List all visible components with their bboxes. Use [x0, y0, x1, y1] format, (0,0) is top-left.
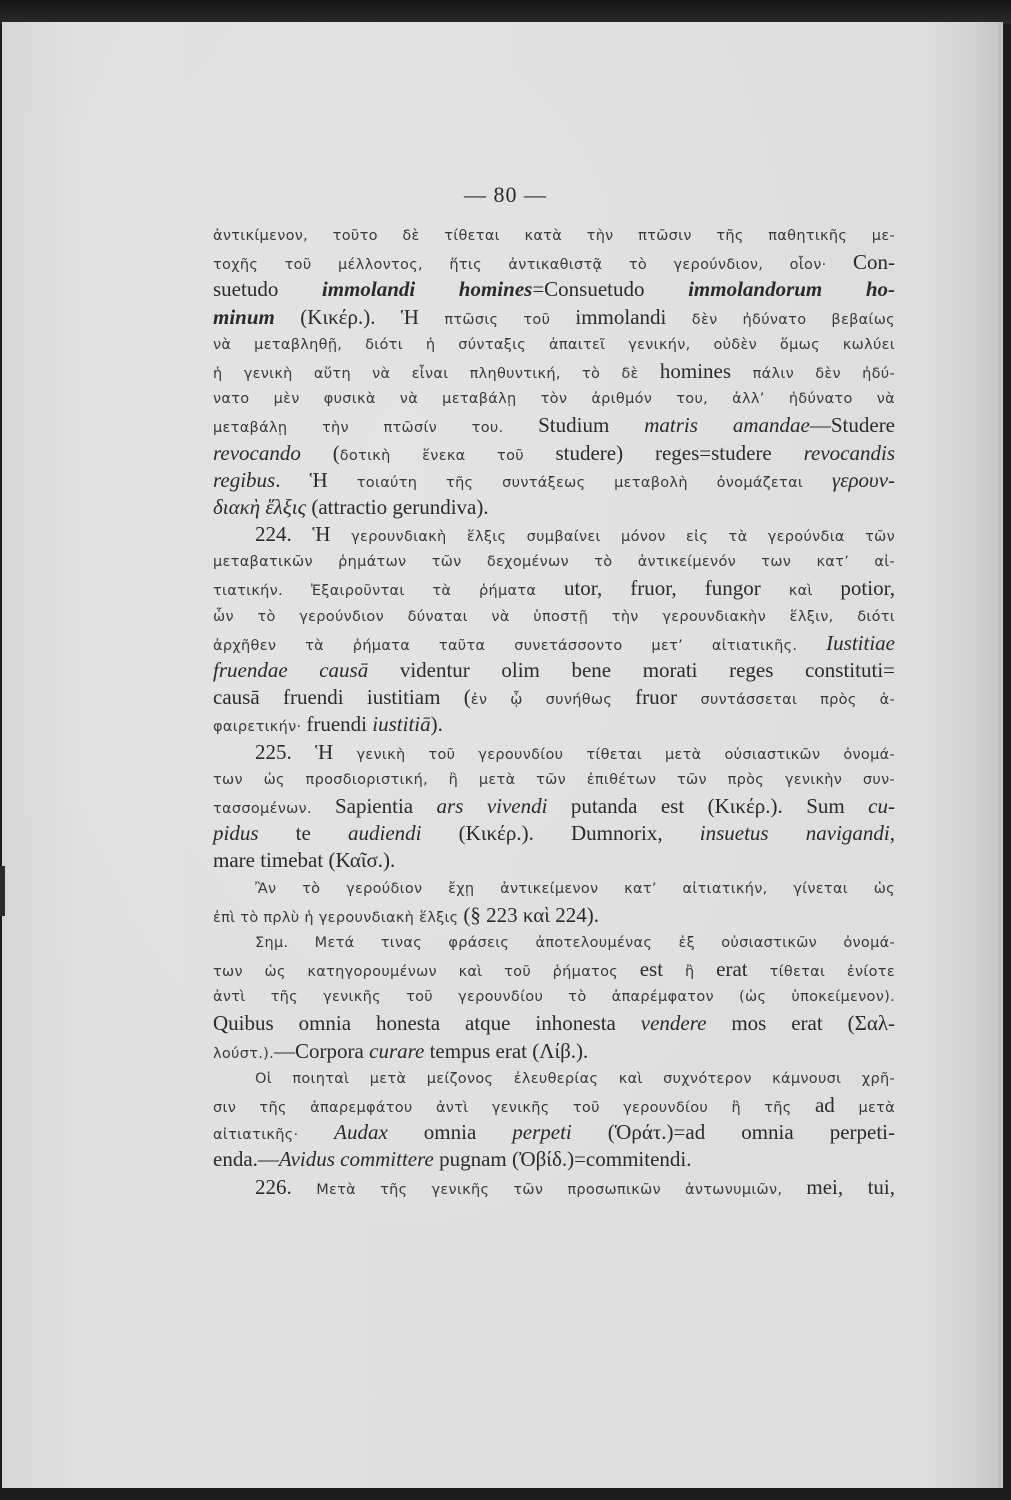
greek-text: μετὰ [858, 1100, 895, 1116]
text-line [213, 630, 895, 657]
greek-text: μεταβάλῃ τὴν πτῶσίν του. [213, 420, 539, 437]
latin-text: cu- [868, 793, 895, 818]
latin-text: causā fruendi iustitiam ( [213, 685, 471, 710]
latin-text: Iustitiae [826, 630, 895, 655]
text-line [213, 1174, 895, 1201]
latin-text: erat [716, 957, 770, 982]
latin-text: potior, [840, 576, 895, 601]
text-line [213, 603, 895, 630]
text-line [213, 467, 895, 494]
scan-border-top [0, 0, 1011, 24]
text-line [213, 331, 895, 358]
text-line [213, 412, 895, 439]
latin-text: insuetus navigandi [699, 821, 890, 846]
latin-text: Sapientia [334, 793, 437, 818]
latin-text: pugnam (Ὀβίδ.)=commitendi. [433, 1147, 692, 1172]
latin-text: γερουν- [831, 467, 896, 492]
greek-text: Μετὰ τῆς γενικῆς τῶν προσωπικῶν ἀντωνυμιῶν, [316, 1181, 807, 1198]
text-line [213, 222, 895, 249]
text-line [213, 1146, 895, 1173]
greek-text: Μετά τινας φράσεις ἀποτελουμένας ἐξ οὐσιαστικῶν ὀνομά- [314, 934, 895, 951]
latin-text: regibus [213, 467, 276, 492]
latin-text: 224. Ἡ [255, 522, 352, 547]
latin-text: fruendi [306, 712, 373, 737]
text-line [213, 1010, 895, 1037]
latin-text: videntur olim bene morati reges constituti= [368, 658, 895, 682]
greek-text: τοχῆς τοῦ μέλλοντος, ἥτις ἀντικαθιστᾷ τὸ γερούνδιον, οἷον· [213, 257, 853, 274]
latin-text: Audax [334, 1120, 388, 1145]
greek-text: τιατικήν. Ἐξαιροῦνται τὰ ῥήματα [213, 583, 564, 600]
text-line [213, 548, 895, 575]
body-text [213, 222, 895, 1201]
greek-text: ἀντὶ τῆς γενικῆς τοῦ γερουνδίου τὸ ἀπαρέμφατον (ὡς ὑποκείμενον). [213, 989, 895, 1006]
text-line [213, 521, 895, 548]
text-line [213, 983, 895, 1010]
latin-text: Avidus committere [278, 1147, 434, 1172]
text-line [213, 440, 895, 467]
latin-text: tempus erat (Λίβ.). [424, 1038, 589, 1063]
latin-text: homines [659, 358, 753, 383]
greek-text: συντάσσεται πρὸς ἀ- [700, 692, 896, 709]
latin-text: (Κικέρ.). Dumnorix, [421, 821, 700, 846]
page-number: — 80 — [464, 182, 547, 207]
text-line [213, 1092, 895, 1119]
binding-mark [0, 866, 5, 916]
text-line [213, 657, 895, 684]
text-line [213, 902, 895, 929]
greek-text: Οἱ ποιηταὶ μετὰ μείζονος ἐλευθερίας καὶ συχνότερον κάμνουσι χρῆ- [255, 1070, 895, 1087]
text-line [213, 1119, 895, 1146]
greek-text: τοιαύτη τῆς συντάξεως μεταβολὴ ὀνομάζεται [356, 474, 832, 491]
latin-text: mare timebat (Καῖσ.). [213, 848, 396, 873]
greek-text: πτῶσις τοῦ [444, 311, 576, 328]
latin-text: putanda est (Κικέρ.). Sum [547, 793, 869, 818]
text-line [213, 766, 895, 793]
latin-text: (Κικέρ.). Ἡ [274, 304, 445, 329]
text-line [213, 494, 895, 521]
greek-text: ἀρχῆθεν τὰ ῥήματα ταῦτα συνετάσσοντο μετ’ αἰτιατικῆς. [213, 637, 827, 654]
latin-text: iustitiā [372, 712, 431, 737]
greek-text: ἐν ᾧ συνήθως [470, 692, 636, 709]
text-line [213, 304, 895, 331]
latin-text: ars vivendi [436, 793, 548, 818]
latin-text: —Studere [809, 413, 896, 438]
latin-text: vendere [640, 1011, 707, 1036]
greek-text: λούστ.). [213, 1045, 275, 1062]
latin-text: utor, fruor, fungor [563, 576, 789, 601]
latin-text: Con- [853, 250, 895, 275]
latin-text: fruendae causā [213, 658, 369, 682]
latin-text: suetudo [213, 277, 322, 302]
latin-text: matris amandae [644, 413, 810, 438]
text-line [213, 847, 895, 874]
greek-text: ἐπὶ τὸ πρλὺ ἡ γερουνδιακὴ ἕλξις [213, 909, 464, 926]
text-line [213, 276, 895, 303]
latin-text: immolandi homines [321, 277, 533, 302]
latin-text: perpeti [512, 1120, 572, 1145]
greek-text: δὲν ἠδύνατο βεβαίως [691, 311, 895, 328]
latin-text: ). [430, 712, 443, 737]
latin-text: —Corpora [274, 1038, 370, 1063]
text-line [213, 358, 895, 385]
text-line [213, 739, 895, 766]
latin-text: immolandi [575, 304, 692, 329]
latin-text: audiendi [348, 821, 422, 846]
latin-text: (attractio gerundiva). [306, 494, 489, 519]
greek-text: δοτικὴ ἕνεκα τοῦ [339, 447, 556, 464]
greek-text: σιν τῆς ἀπαρεμφάτου ἀντὶ γενικῆς τοῦ γερουνδίου ἢ τῆς [213, 1100, 815, 1116]
latin-text: fruor [635, 685, 701, 710]
greek-text: αἰτιατικῆς· [213, 1127, 335, 1144]
latin-text: studere) reges=studere [555, 440, 804, 465]
text-line [213, 875, 895, 902]
latin-text: ad [814, 1093, 859, 1117]
latin-text: mei, tui, [806, 1174, 895, 1199]
greek-text: νὰ μεταβληθῇ, διότι ἡ σύνταξις ἀπαιτεῖ γενικήν, οὐδὲν ὅμως κωλύει [213, 336, 895, 353]
latin-text: (Ὁράτ.)=ad omnia perpeti- [571, 1120, 895, 1145]
greek-text: φαιρετικήν· [213, 719, 307, 736]
greek-text: ἢ [685, 964, 717, 981]
latin-text: , [889, 821, 896, 846]
greek-text: ὧν τὸ γερούνδιον δύναται νὰ ὑποστῇ τὴν γερουνδιακὴν ἕλξιν, διότι [213, 608, 895, 625]
latin-text: διακὴ ἕλξις [213, 494, 307, 519]
latin-text: mos erat (Σαλ- [706, 1011, 895, 1036]
text-line [213, 249, 895, 276]
latin-text: 225. Ἡ [255, 739, 357, 764]
text-line [213, 1065, 895, 1092]
latin-text: minum [213, 304, 275, 329]
latin-text: curare [369, 1038, 425, 1063]
latin-text: ( [300, 440, 340, 465]
text-line [213, 385, 895, 412]
greek-text: τασσομένων. [213, 800, 335, 817]
latin-text: =Consuetudo [532, 277, 689, 302]
text-line [213, 1038, 895, 1065]
page-edge-shadow [997, 22, 1003, 1490]
latin-text: . Ἡ [275, 467, 357, 492]
latin-text: Quibus omnia honesta atque inhonesta [213, 1011, 641, 1036]
text-line [213, 711, 895, 738]
text-line [213, 793, 895, 820]
scan-border-bottom [0, 1488, 1011, 1500]
greek-text: Ἂν τὸ γερούδιον ἔχῃ ἀντικείμενον κατ’ αἰτιατικήν, γίνεται ὡς [255, 880, 895, 897]
latin-text: est [639, 957, 686, 982]
greek-text: πάλιν δὲν ἠδύ- [752, 365, 895, 382]
text-line [213, 929, 895, 956]
text-line [213, 684, 895, 711]
latin-text: Studium [538, 413, 645, 438]
greek-text: ἡ γενικὴ αὕτη νὰ εἶναι πληθυντική, τὸ δὲ [213, 365, 660, 382]
latin-text: revocandis [803, 440, 895, 465]
latin-text: pidus [213, 821, 259, 846]
latin-text: revocando [213, 440, 301, 465]
greek-text: ἀντικίμενον, τοῦτο δὲ τίθεται κατὰ τὴν πτῶσιν τῆς παθητικῆς με- [213, 228, 895, 244]
greek-text: νατο μὲν φυσικὰ νὰ μεταβάλῃ τὸν ἀριθμόν του, ἀλλ’ ἠδύνατο νὰ [213, 391, 895, 408]
latin-text: 226. [255, 1174, 317, 1199]
greek-text: γερουνδιακὴ ἕλξις συμβαίνει μόνον εἰς τὰ γερούνδια τῶν [351, 529, 896, 546]
greek-text: καὶ [788, 583, 841, 600]
latin-text: omnia [387, 1120, 513, 1145]
greek-text: Σημ. [255, 934, 315, 951]
latin-text: immolandorum ho- [688, 277, 895, 302]
latin-text: (§ 223 καὶ 224). [463, 902, 599, 927]
greek-text: γενικὴ τοῦ γερουνδίου τίθεται μετὰ οὐσιαστικῶν ὀνομά- [356, 746, 895, 763]
text-line [213, 575, 895, 602]
text-line [213, 956, 895, 983]
latin-text: enda.— [213, 1147, 279, 1172]
greek-text: τίθεται ἐνίοτε [769, 964, 895, 981]
greek-text: μεταβατικῶν ῥημάτων τῶν δεχομένων τὸ ἀντικείμενόν των κατ’ αἰ- [213, 554, 895, 571]
text-line [213, 820, 895, 847]
greek-text: των ὡς κατηγορουμένων καὶ τοῦ ῥήματος [213, 964, 640, 981]
latin-text: te [258, 821, 348, 846]
greek-text: των ὡς προσδιοριστική, ἢ μετὰ τῶν ἐπιθέτων τῶν πρὸς γενικὴν συν- [213, 771, 895, 788]
